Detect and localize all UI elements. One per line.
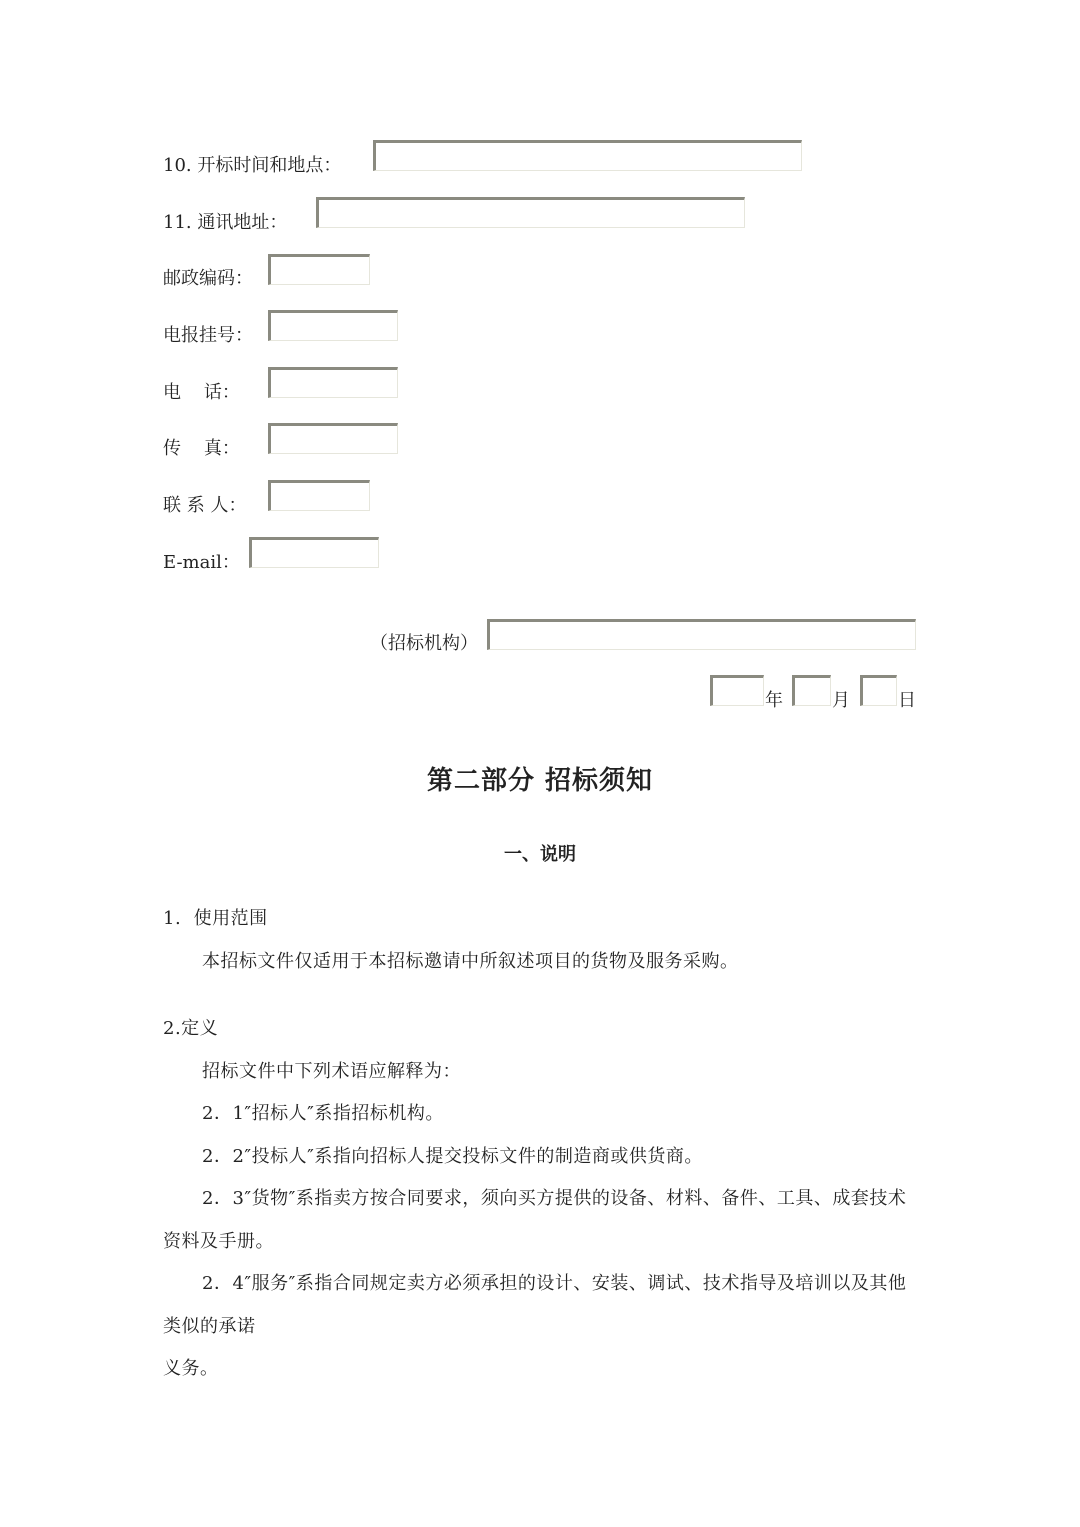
- email-label: E-mail：: [163, 552, 240, 573]
- section-title: 第二部分 招标须知: [426, 766, 654, 796]
- contact-label: 联 系 人：: [163, 495, 247, 516]
- definition-2-4-line1: 2．4″服务″系指合同规定卖方必须承担的设计、安装、调试、技术指导及培训以及其他: [202, 1273, 907, 1294]
- day-label: 日: [898, 690, 916, 711]
- email-input[interactable]: [249, 537, 379, 568]
- month-input[interactable]: [792, 675, 831, 706]
- address-input[interactable]: [316, 197, 745, 228]
- year-input[interactable]: [710, 675, 764, 706]
- item2-intro: 招标文件中下列术语应解释为：: [202, 1061, 461, 1082]
- address-label: 11. 通讯地址：: [163, 212, 288, 233]
- phone-label: 电 话：: [163, 382, 240, 403]
- postcode-input[interactable]: [268, 254, 370, 285]
- telegraph-input[interactable]: [268, 310, 398, 341]
- agency-input[interactable]: [487, 619, 916, 650]
- month-label: 月: [832, 690, 850, 711]
- definition-2-4-line3: 义务。: [163, 1358, 219, 1379]
- section-subtitle: 一、说明: [504, 844, 576, 865]
- fax-label: 传 真：: [163, 438, 240, 459]
- agency-label: （招标机构）: [370, 633, 478, 654]
- contact-input[interactable]: [268, 480, 370, 511]
- definition-2-3-line2: 资料及手册。: [163, 1231, 274, 1252]
- open-time-place-label: 10. 开标时间和地点：: [163, 155, 342, 176]
- definition-2-2: 2．2″投标人″系指向招标人提交投标文件的制造商或供货商。: [202, 1146, 703, 1167]
- day-input[interactable]: [860, 675, 897, 706]
- definition-2-1: 2．1″招标人″系指招标机构。: [202, 1103, 444, 1124]
- postcode-label: 邮政编码：: [163, 268, 253, 289]
- year-label: 年: [765, 690, 783, 711]
- definition-2-4-line2: 类似的承诺: [163, 1316, 256, 1337]
- item1-text: 本招标文件仅适用于本招标邀请中所叙述项目的货物及服务采购。: [202, 951, 739, 972]
- item2-heading: 2.定义: [163, 1018, 219, 1039]
- item1-heading: 1. 使用范围: [163, 908, 268, 929]
- open-time-place-input[interactable]: [373, 140, 802, 171]
- telegraph-label: 电报挂号：: [163, 325, 253, 346]
- fax-input[interactable]: [268, 423, 398, 454]
- phone-input[interactable]: [268, 367, 398, 398]
- definition-2-3-line1: 2．3″货物″系指卖方按合同要求，须向买方提供的设备、材料、备件、工具、成套技术: [202, 1188, 907, 1209]
